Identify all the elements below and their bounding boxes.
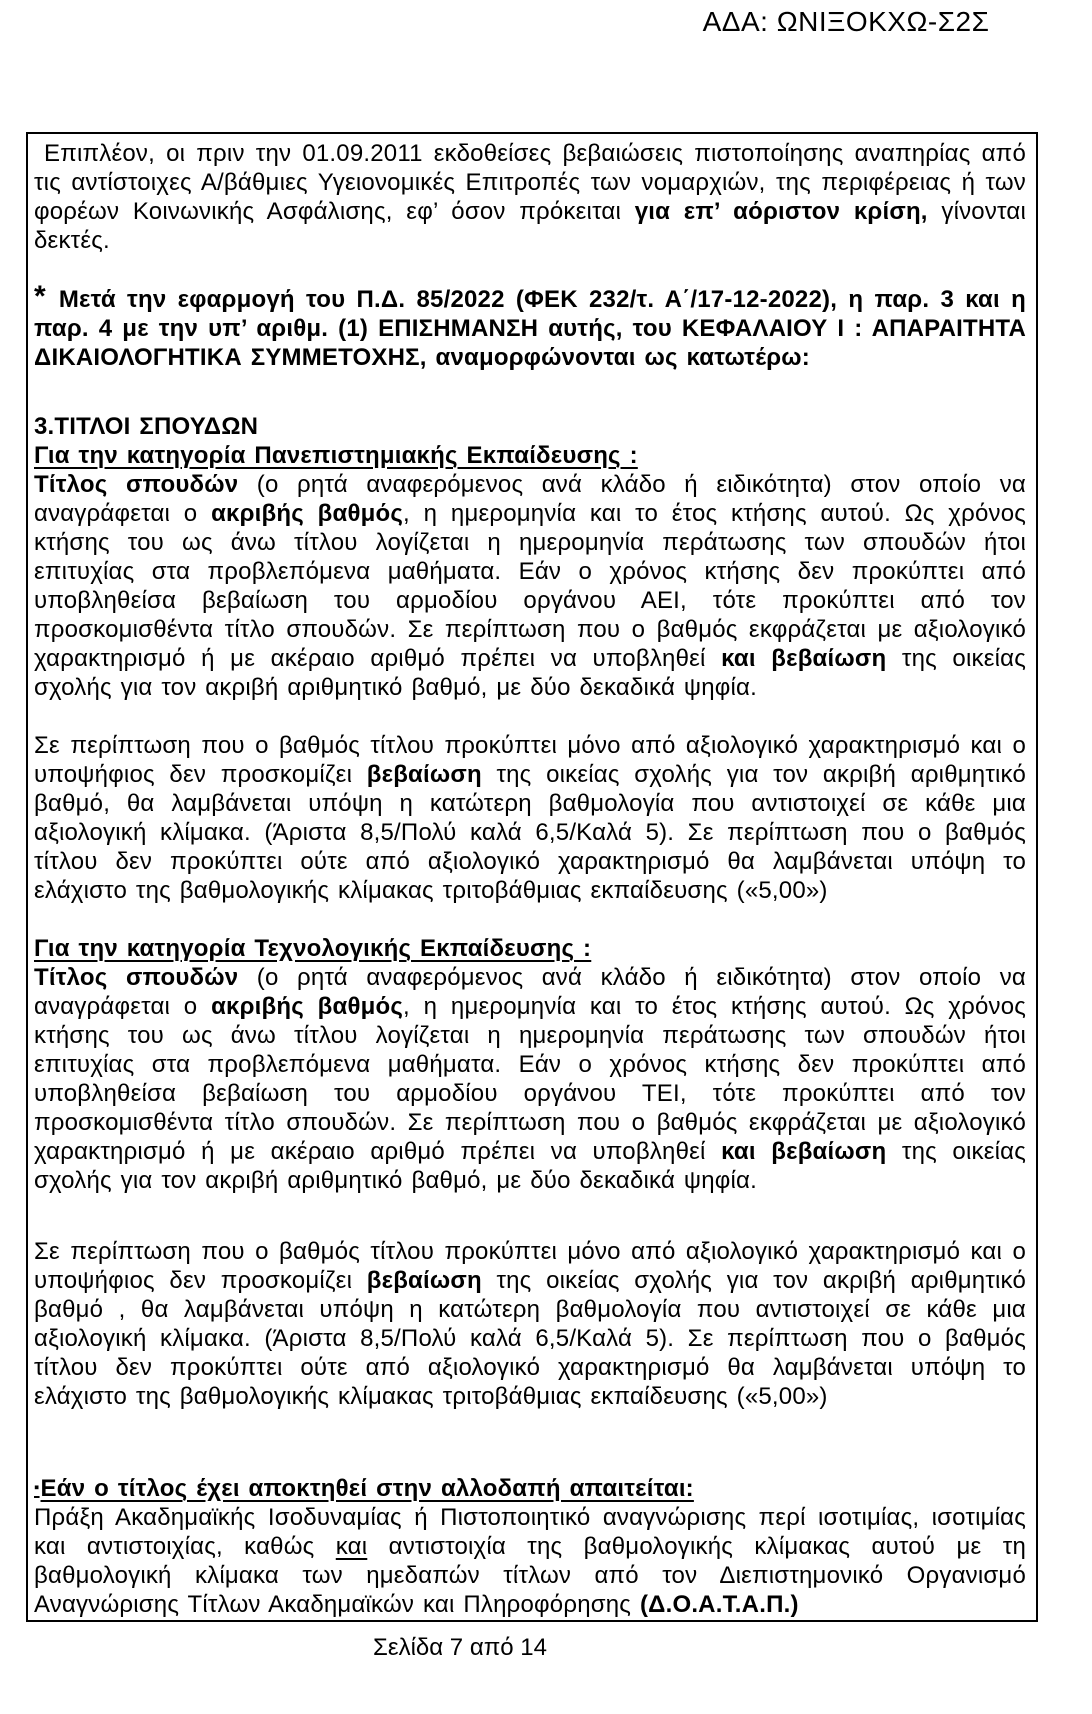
text-segment: (ο ρητά αναφερόμενος ανά κλάδο ή ειδικότητα) στον οποίο να αναγράφεται ο: [34, 471, 1026, 527]
text-segment: της οικείας σχολής για τον ακριβή αριθμητικό βαθμό, θα λαμβάνεται υπόψη η κατώτερη βαθμολογία που αντιστοιχεί σε κάθε μια αξιολογική κλίμακα. (Άριστα 8,5/Πολύ καλά 6,5/Καλά 5). Σε περίπτωση που ο βαθμός τίτλου δεν προκύπτει ούτε από αξιολογικό χαρακτηρισμό θα λαμβάνεται υπόψη το ελάχιστο της βαθμολογικής κλίμακας τριτοβάθμιας εκπαίδευσης («5,00»): [34, 761, 1026, 904]
square-bullet: ▪: [34, 1479, 40, 1496]
text-segment: αντιστοιχία της βαθμολογικής κλίμακας αυτού με τη βαθμολογική κλίμακα των ημεδαπών τίτλων από τον Διεπιστημονικό Οργανισμό Αναγνώρισης Τίτλων Ακαδημαϊκών και Πληροφόρησης: [34, 1533, 1026, 1618]
page-number-footer: Σελίδα 7 από 14: [373, 1634, 547, 1661]
vertical-spacer: [34, 905, 1026, 934]
document-box: [26, 132, 1038, 1622]
vertical-spacer: [34, 702, 1026, 731]
text-segment: (Δ.Ο.Α.Τ.Α.Π.): [639, 1591, 799, 1618]
text-segment: Τίτλος σπουδών: [34, 471, 239, 498]
text-segment: ακριβής βαθμός: [211, 993, 404, 1020]
text-segment: Για την κατηγορία Τεχνολογικής Εκπαίδευσης :: [34, 935, 592, 962]
foreign-degree-paragraph: [34, 1503, 1026, 1619]
text-segment: Πράξη Ακαδημαϊκής Ισοδυναμίας ή Πιστοποιητικό αναγνώρισης περί ισοτιμίας, ισοτιμίας και αντιστοιχίας, καθώς: [34, 1504, 1026, 1560]
vertical-spacer: [34, 372, 1026, 412]
text-segment: Επιπλέον, οι πριν την 01.09.2011 εκδοθείσες βεβαιώσεις πιστοποίησης αναπηρίας από τις αντίστοιχες Α/βάθμιες Υγειονομικές Επιτροπές των νομαρχιών, της περιφέρειας ή των φορέων Κοινωνικής Ασφάλισης, εφ’ όσον πρόκειται: [34, 140, 1026, 225]
text-segment: ακριβής βαθμός: [211, 500, 404, 527]
text-segment: της οικείας σχολής για τον ακριβή αριθμητικό βαθμό , θα λαμβάνεται υπόψη η κατώτερη βαθμολογία που αντιστοιχεί σε κάθε μια αξιολογική κλίμακα. (Άριστα 8,5/Πολύ καλά 6,5/Καλά 5). Σε περίπτωση που ο βαθμός τίτλου δεν προκύπτει ούτε από αξιολογικό χαρακτηρισμό θα λαμβάνεται υπόψη το ελάχιστο της βαθμολογικής κλίμακας τριτοβάθμιας εκπαίδευσης («5,00»): [34, 1267, 1026, 1410]
text-segment: της οικείας σχολής για τον ακριβή αριθμητικό βαθμό, με δύο δεκαδικά ψηφία.: [34, 645, 1026, 701]
text-segment: Σε περίπτωση που ο βαθμός τίτλου προκύπτει μόνο από αξιολογικό χαρακτηρισμό και ο υποψήφιος δεν προσκομίζει: [34, 732, 1026, 788]
text-segment: Σε περίπτωση που ο βαθμός τίτλου προκύπτει μόνο από αξιολογικό χαρακτηρισμό και ο υποψήφιος δεν προσκομίζει: [34, 1238, 1026, 1294]
text-segment: Τίτλος σπουδών: [34, 964, 239, 991]
text-segment: Μετά την εφαρμογή του Π.Δ. 85/2022 (ΦΕΚ 232/τ. Α΄/17-12-2022), η παρ. 3 και η παρ. 4 με την υπ’ αριθμ. (1) ΕΠΙΣΗΜΑΝΣΗ αυτής, του ΚΕΦΑΛΑΙΟΥ Ι : ΑΠΑΡΑΙΤΗΤΑ ΔΙΚΑΙΟΛΟΓΗΤΙΚΑ ΣΥΜΜΕΤΟΧΗΣ, αναμορφώνονται ως κατωτέρω:: [34, 286, 1026, 371]
university-degree-paragraph: [34, 470, 1026, 702]
text-segment: και βεβαίωση: [721, 645, 887, 672]
vertical-spacer: [34, 1195, 1026, 1237]
tei-degree-paragraph: [34, 963, 1026, 1195]
text-segment: (ο ρητά αναφερόμενος ανά κλάδο ή ειδικότητα) στον οποίο να αναγράφεται ο: [34, 964, 1026, 1020]
pd-85-2022-note: [34, 280, 1026, 372]
text-segment: γίνονται δεκτές.: [34, 198, 1026, 254]
text-segment: Για την κατηγορία Πανεπιστημιακής Εκπαίδευσης :: [34, 442, 638, 469]
document-content: [28, 134, 1036, 1619]
text-segment: , η ημερομηνία και το έτος κτήσης αυτού. Ως χρόνος κτήσης του ως άνω τίτλου λογίζεται η ημερομηνία περάτωσης των σπουδών ήτοι επιτυχίας στα προβλεπόμενα μαθήματα. Εάν ο χρόνος κτήσης δεν προκύπτει από υποβληθείσα βεβαίωση του αρμοδίου οργάνου ΑΕΙ, τότε προκύπτει από τον προσκομισθέντα τίτλο σπουδών. Σε περίπτωση που ο βαθμός εκφράζεται με αξιολογικό χαρακτηρισμό ή με ακέραιο αριθμό πρέπει να υποβληθεί: [34, 500, 1027, 672]
text-segment: για επ’ αόριστον κρίση,: [634, 198, 928, 225]
intro-paragraph: [34, 139, 1026, 255]
text-segment: και: [335, 1533, 368, 1560]
text-segment: της οικείας σχολής για τον ακριβή αριθμητικό βαθμό, με δύο δεκαδικά ψηφία.: [34, 1138, 1026, 1194]
text-segment: *: [34, 280, 59, 313]
vertical-spacer: [34, 255, 1026, 285]
text-segment: 3.ΤΙΤΛΟΙ ΣΠΟΥΔΩΝ: [34, 413, 259, 440]
text-segment: βεβαίωση: [366, 761, 482, 788]
vertical-spacer: [34, 1411, 1026, 1473]
heading-technological-category: [34, 934, 1026, 963]
heading-foreign-degree: [34, 1473, 1026, 1503]
text-segment: Εάν ο τίτλος έχει αποκτηθεί στην αλλοδαπή απαιτείται:: [40, 1475, 694, 1502]
tei-grade-fallback-paragraph: [34, 1237, 1026, 1411]
heading-university-category: [34, 441, 1026, 470]
section-title-studies: [34, 412, 1026, 441]
text-segment: και βεβαίωση: [721, 1138, 887, 1165]
text-segment: , η ημερομηνία και το έτος κτήσης αυτού. Ως χρόνος κτήσης του ως άνω τίτλου λογίζεται η ημερομηνία περάτωσης των σπουδών ήτοι επιτυχίας στα προβλεπόμενα μαθήματα. Εάν ο χρόνος κτήσης δεν προκύπτει από υποβληθείσα βεβαίωση του αρμοδίου οργάνου ΤΕΙ, τότε προκύπτει από τον προσκομισθέντα τίτλο σπουδών. Σε περίπτωση που ο βαθμός εκφράζεται με αξιολογικό χαρακτηρισμό ή με ακέραιο αριθμό πρέπει να υποβληθεί: [34, 993, 1027, 1165]
text-segment: βεβαίωση: [366, 1267, 482, 1294]
university-grade-fallback-paragraph: [34, 731, 1026, 905]
ada-code: ΑΔΑ: ΩΝΙΞΟΚΧΩ-Σ2Σ: [702, 6, 990, 37]
